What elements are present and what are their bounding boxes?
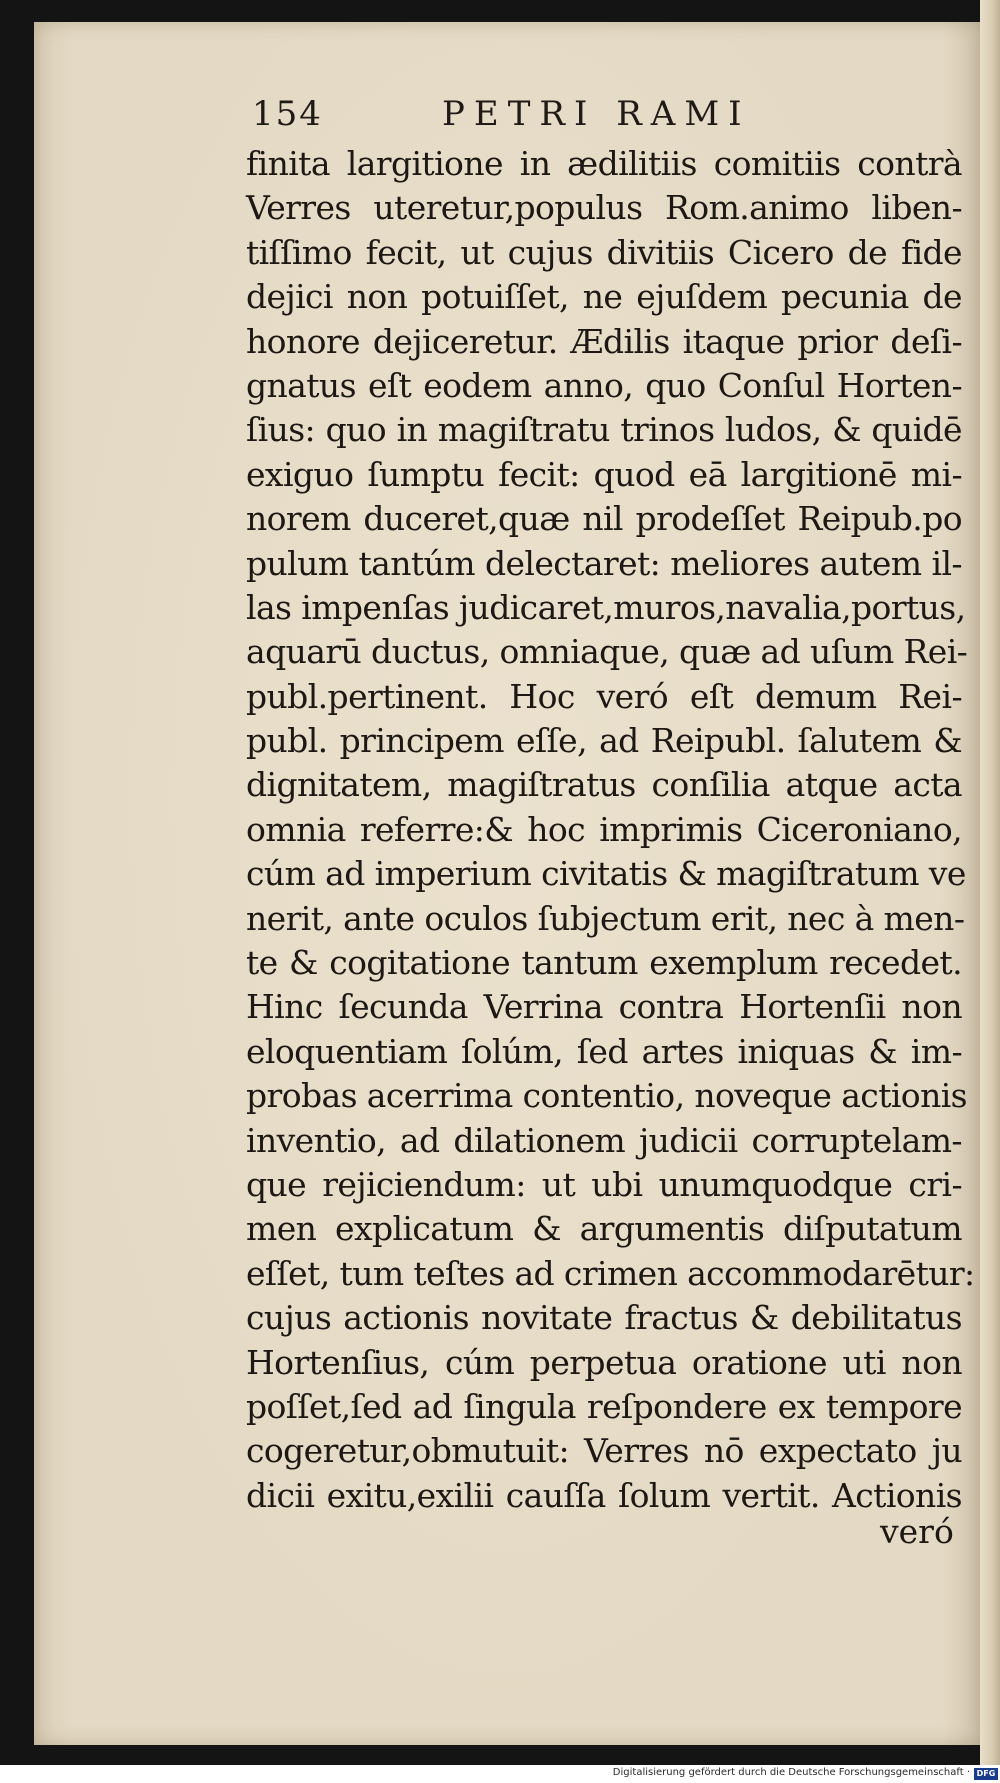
text-line: ſius: quo in magiſtratu trinos ludos, & quidē — [246, 410, 962, 450]
text-line: probas acerrima contentio, noveque actionis — [246, 1076, 968, 1116]
running-title: PETRI RAMI — [442, 94, 751, 134]
text-line: norem duceret,quæ nil prodeſſet Reipub.po — [246, 499, 962, 539]
text-line: dicii exitu,exilii cauſſa ſolum vertit. Actionis — [246, 1475, 962, 1515]
funding-note: Digitalisierung gefördert durch die Deutsche Forschungsgemeinschaft · — [612, 1767, 970, 1778]
text-line: pulum tantúm delectaret: meliores autem il- — [246, 543, 962, 583]
text-line: honore dejiceretur. Ædilis itaque prior deſi- — [246, 321, 962, 361]
text-line: dejici non potuiſſet, ne ejuſdem pecunia de — [246, 277, 962, 317]
text-line: Hortenſius, cúm perpetua oratione uti non — [246, 1342, 962, 1382]
text-line: dignitatem, magiſtratus conſilia atque acta — [246, 765, 962, 805]
text-line: las impenſas judicaret,muros,navalia,portus, — [246, 587, 966, 627]
text-line: tiſſimo fecit, ut cujus divitiis Cicero de fide — [246, 232, 962, 272]
text-line: inventio, ad dilationem judicii corruptelam- — [246, 1120, 962, 1160]
page-edge — [980, 0, 1000, 1765]
running-head — [252, 92, 812, 140]
text-line: cujus actionis novitate fractus & debilitatus — [246, 1298, 962, 1338]
text-line: Hinc ſecunda Verrina contra Hortenſii non — [246, 987, 962, 1027]
text-line: nerit, ante oculos ſubjectum erit, nec à men- — [246, 898, 965, 938]
text-line: men explicatum & argumentis diſputatum — [246, 1209, 962, 1249]
page-number: 154 — [252, 94, 323, 134]
text-line: Verres uteretur,populus Rom.animo liben- — [246, 188, 962, 228]
text-line: gnatus eſt eodem anno, quo Conſul Horten- — [246, 365, 962, 405]
text-line: cúm ad imperium civitatis & magiſtratum ve — [246, 854, 966, 894]
text-line: eſſet, tum teſtes ad crimen accommodarētur: — [246, 1253, 975, 1293]
text-line: publ. principem eſſe, ad Reipubl. ſalutem & — [246, 721, 962, 761]
text-line: omnia referre:& hoc imprimis Ciceroniano, — [246, 809, 962, 849]
text-line: cogeretur,obmutuit: Verres nō expectato ju — [246, 1431, 962, 1471]
catchword: veró — [880, 1512, 954, 1551]
dfg-logo: DFG — [974, 1768, 998, 1780]
text-line: publ.pertinent. Hoc veró eſt demum Rei- — [246, 676, 962, 716]
text-line: finita largitione in ædilitiis comitiis contrà — [246, 144, 962, 183]
text-line: te & cogitatione tantum exemplum recedet. — [246, 943, 962, 983]
body-text — [246, 142, 975, 1518]
text-line: eloquentiam ſolúm, ſed artes iniquas & im- — [246, 1031, 962, 1071]
text-line: que rejiciendum: ut ubi unumquodque cri- — [246, 1164, 962, 1204]
text-line: poſſet,ſed ad ſingula reſpondere ex tempore — [246, 1386, 962, 1426]
text-line: exiguo ſumptu fecit: quod eā largitionē mi- — [246, 454, 962, 494]
digitization-footer — [0, 1765, 1000, 1783]
text-line: aquarū ductus, omniaque, quæ ad uſum Rei- — [246, 632, 968, 672]
